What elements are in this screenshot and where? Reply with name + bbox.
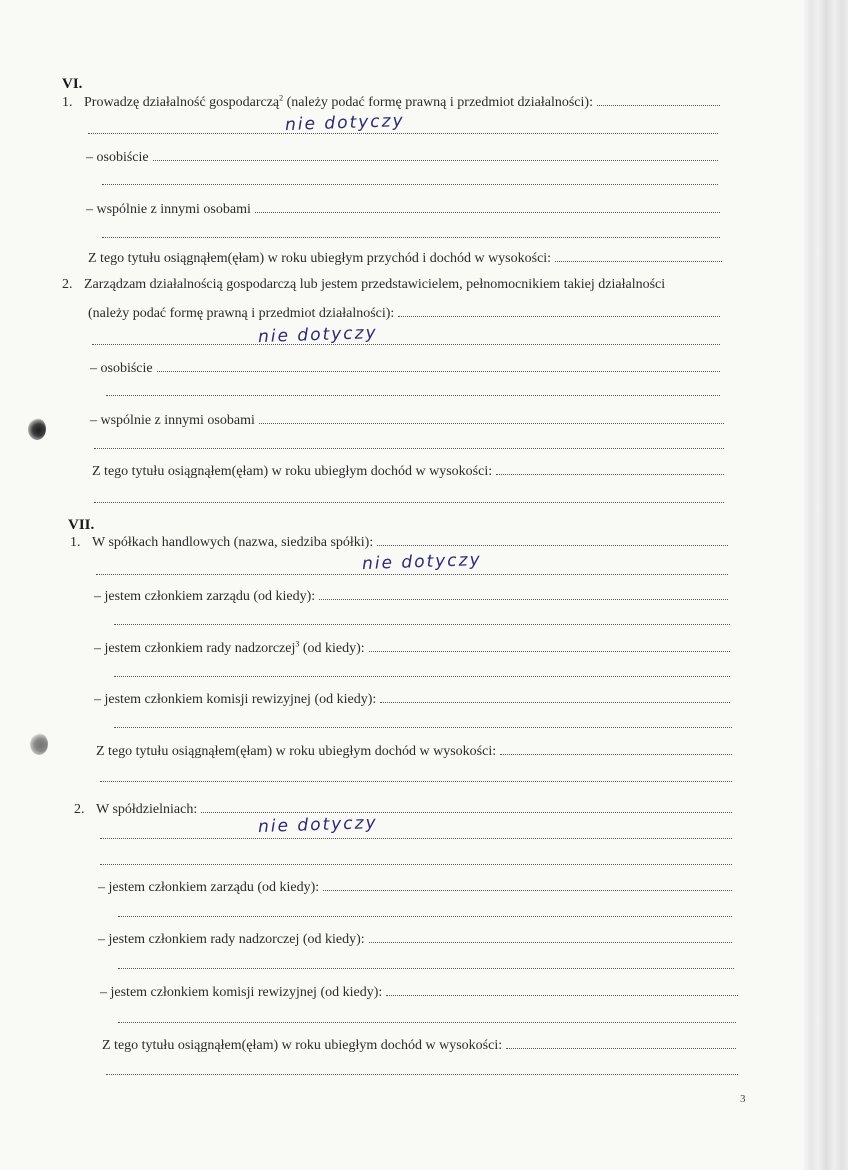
field-label: – jestem członkiem komisji rewizyjnej (od kiedy): bbox=[94, 692, 377, 707]
field-management-text bbox=[62, 276, 724, 294]
field-continuation-line[interactable] bbox=[116, 956, 734, 974]
field-personal[interactable] bbox=[86, 148, 718, 166]
dotted-line bbox=[118, 956, 734, 969]
field-income[interactable] bbox=[96, 742, 732, 760]
field-audit-committee[interactable] bbox=[94, 690, 730, 708]
field-continuation-line[interactable] bbox=[116, 904, 732, 922]
punch-hole-icon bbox=[30, 733, 48, 755]
field-commercial-companies[interactable] bbox=[70, 533, 728, 551]
dotted-line bbox=[92, 332, 720, 345]
dotted-line bbox=[118, 904, 732, 917]
scan-edge-artifact bbox=[804, 0, 848, 1170]
dotted-line bbox=[496, 462, 724, 475]
field-label: 1. Prowadzę działalność gospodarczą$^2$ (należy podać formę prawną i przedmiot działalności): bbox=[62, 93, 593, 110]
page-number: 3 bbox=[740, 1093, 746, 1105]
field-label: – jestem członkiem rady nadzorczej$^3$ (od kiedy): bbox=[94, 639, 365, 656]
dotted-line bbox=[506, 1036, 736, 1049]
dotted-line bbox=[102, 225, 720, 238]
field-continuation-line[interactable] bbox=[104, 1062, 738, 1080]
field-continuation-line[interactable] bbox=[112, 664, 730, 682]
dotted-line bbox=[94, 490, 724, 503]
dotted-line bbox=[500, 742, 732, 755]
dotted-line bbox=[157, 359, 720, 372]
section-heading-vii: VII. bbox=[68, 517, 95, 533]
field-board-member[interactable] bbox=[98, 878, 732, 896]
field-personal[interactable] bbox=[90, 359, 720, 377]
dotted-line bbox=[323, 878, 732, 891]
dotted-line bbox=[114, 664, 730, 677]
dotted-line bbox=[201, 800, 732, 813]
dotted-line bbox=[100, 769, 732, 782]
field-label: 2. W spółdzielniach: bbox=[74, 802, 198, 817]
dotted-line bbox=[102, 172, 718, 185]
field-label: Z tego tytułu osiągnąłem(ęłam) w roku ubiegłym dochód w wysokości: bbox=[96, 744, 497, 759]
field-label: Z tego tytułu osiągnąłem(ęłam) w roku ubiegłym przychód i dochód w wysokości: bbox=[88, 251, 552, 266]
dotted-line bbox=[118, 1010, 736, 1023]
field-joint[interactable] bbox=[90, 411, 724, 429]
dotted-line bbox=[377, 533, 728, 546]
field-continuation-line[interactable] bbox=[112, 612, 730, 630]
field-income[interactable] bbox=[92, 462, 724, 480]
field-continuation-line[interactable] bbox=[100, 172, 718, 190]
handwritten-answer: nie dotyczy bbox=[361, 549, 482, 575]
field-income[interactable] bbox=[88, 249, 722, 267]
field-supervisory-board[interactable] bbox=[98, 930, 732, 948]
field-continuation-line[interactable] bbox=[112, 715, 732, 733]
dotted-line bbox=[100, 852, 732, 865]
field-label: 1. W spółkach handlowych (nazwa, siedziba spółki): bbox=[70, 535, 374, 550]
field-continuation-line[interactable] bbox=[98, 852, 732, 870]
field-label: – jestem członkiem zarządu (od kiedy): bbox=[98, 880, 320, 895]
field-label: – osobiście bbox=[86, 150, 149, 165]
dotted-line bbox=[255, 200, 720, 213]
field-label: Z tego tytułu osiągnąłem(ęłam) w roku ubiegłym dochód w wysokości: bbox=[92, 464, 493, 479]
dotted-line bbox=[106, 1062, 738, 1075]
handwritten-answer: nie dotyczy bbox=[284, 110, 405, 136]
field-label: Z tego tytułu osiągnąłem(ęłam) w roku ubiegłym dochód w wysokości: bbox=[102, 1038, 503, 1053]
dotted-line bbox=[369, 930, 732, 943]
dotted-line bbox=[153, 148, 718, 161]
field-label: – jestem członkiem zarządu (od kiedy): bbox=[94, 589, 316, 604]
field-audit-committee[interactable] bbox=[100, 983, 738, 1001]
dotted-line bbox=[380, 690, 730, 703]
punch-hole-icon bbox=[28, 418, 46, 440]
field-income[interactable] bbox=[102, 1036, 736, 1054]
dotted-line bbox=[386, 983, 738, 996]
dotted-line bbox=[114, 612, 730, 625]
dotted-line bbox=[106, 383, 720, 396]
field-continuation-line[interactable] bbox=[98, 826, 732, 844]
field-label: – osobiście bbox=[90, 361, 153, 376]
field-label: – jestem członkiem komisji rewizyjnej (od kiedy): bbox=[100, 985, 383, 1000]
dotted-line bbox=[597, 93, 720, 106]
dotted-line bbox=[319, 587, 728, 600]
dotted-line bbox=[100, 826, 732, 839]
field-management-activity[interactable] bbox=[88, 304, 720, 322]
dotted-line bbox=[398, 304, 720, 317]
field-continuation-line[interactable] bbox=[104, 383, 720, 401]
field-label: – wspólnie z innymi osobami bbox=[90, 413, 255, 428]
dotted-line bbox=[369, 639, 730, 652]
field-supervisory-board[interactable] bbox=[94, 639, 730, 657]
field-cooperatives[interactable] bbox=[74, 800, 732, 818]
field-continuation-line[interactable] bbox=[92, 490, 724, 508]
field-label: – jestem członkiem rady nadzorczej (od kiedy): bbox=[98, 932, 365, 947]
dotted-line bbox=[259, 411, 724, 424]
field-joint[interactable] bbox=[86, 200, 720, 218]
field-continuation-line[interactable] bbox=[92, 436, 724, 454]
field-continuation-line[interactable] bbox=[98, 769, 732, 787]
dotted-line bbox=[94, 436, 724, 449]
field-board-member[interactable] bbox=[94, 587, 728, 605]
field-label: – wspólnie z innymi osobami bbox=[86, 202, 251, 217]
section-heading-vi: VI. bbox=[62, 76, 83, 92]
dotted-line bbox=[555, 249, 722, 262]
field-label: (należy podać formę prawną i przedmiot działalności): bbox=[88, 306, 395, 321]
field-business-activity[interactable] bbox=[62, 93, 720, 111]
field-continuation-line[interactable] bbox=[116, 1010, 736, 1028]
field-label: 2. Zarządzam działalnością gospodarczą lub jestem przedstawicielem, pełnomocnikiem takiej działalności bbox=[62, 277, 666, 292]
handwritten-answer: nie dotyczy bbox=[257, 812, 378, 838]
field-continuation-line[interactable] bbox=[90, 332, 720, 350]
dotted-line bbox=[114, 715, 732, 728]
field-continuation-line[interactable] bbox=[100, 225, 720, 243]
handwritten-answer: nie dotyczy bbox=[257, 322, 378, 348]
